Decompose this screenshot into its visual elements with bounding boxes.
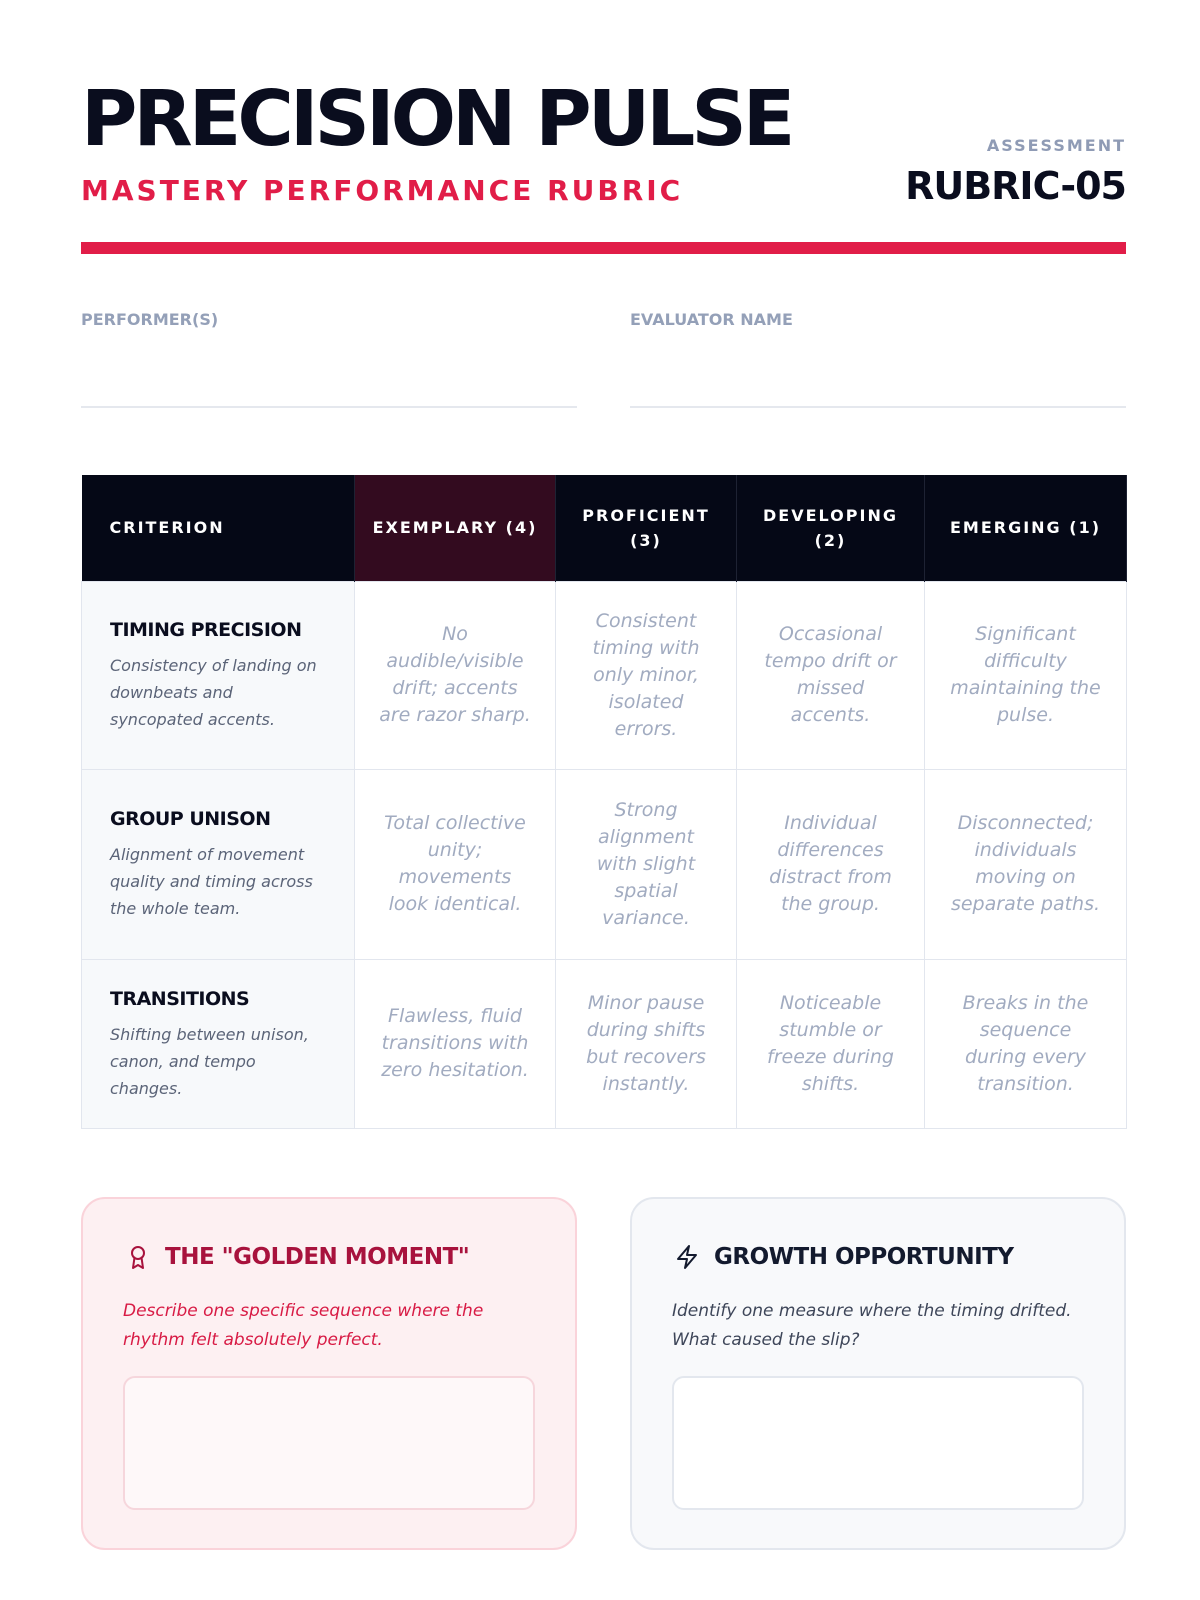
header-emerging: EMERGING (1) xyxy=(925,475,1127,581)
criterion-cell xyxy=(82,581,355,769)
criterion-name: GROUP UNISON xyxy=(110,808,271,830)
performers-label: PERFORMER(S) xyxy=(81,310,219,329)
criterion-name: TIMING PRECISION xyxy=(110,619,302,641)
growth-opportunity-title: GROWTH OPPORTUNITY xyxy=(714,1244,1014,1270)
header-accent-rule xyxy=(81,242,1126,254)
performers-field[interactable] xyxy=(81,310,577,408)
growth-opportunity-card xyxy=(630,1197,1126,1550)
criterion-description: Shifting between unison, canon, and tempo changes. xyxy=(110,1024,309,1098)
evaluator-field[interactable] xyxy=(630,310,1126,408)
criterion-description: Consistency of landing on downbeats and syncopated accents. xyxy=(110,656,317,729)
criterion-cell xyxy=(82,959,355,1128)
page-title: PRECISION PULSE xyxy=(81,75,792,164)
level-cell-developing[interactable]: Occasional tempo drift or missed accents. xyxy=(737,581,925,769)
level-cell-developing[interactable]: Noticeable stumble or freeze during shifts. xyxy=(737,959,925,1128)
evaluator-label: EVALUATOR NAME xyxy=(630,310,793,329)
level-cell-exemplary[interactable]: Total collective unity; movements look identical. xyxy=(355,769,556,959)
criterion-name: TRANSITIONS xyxy=(110,987,250,1010)
header-developing: DEVELOPING (2) xyxy=(737,475,925,581)
level-cell-emerging[interactable]: Significant difficulty maintaining the pulse. xyxy=(925,581,1127,769)
level-cell-emerging[interactable]: Disconnected; individuals moving on separate paths. xyxy=(925,769,1127,959)
assessment-label: ASSESSMENT xyxy=(986,136,1126,155)
level-cell-proficient[interactable]: Minor pause during shifts but recovers instantly. xyxy=(556,959,737,1128)
page-subtitle: MASTERY PERFORMANCE RUBRIC xyxy=(81,174,684,207)
rubric-table xyxy=(81,475,1127,1129)
rubric-page xyxy=(81,0,1126,1600)
header-criterion: CRITERION xyxy=(82,475,355,581)
page-header xyxy=(81,75,1126,208)
header-exemplary: EXEMPLARY (4) xyxy=(355,475,556,581)
growth-opportunity-prompt: Identify one measure where the timing drifted. What caused the slip? xyxy=(672,1301,1072,1350)
growth-opportunity-answer-box[interactable] xyxy=(672,1376,1084,1510)
level-cell-developing[interactable]: Individual differences distract from the group. xyxy=(737,769,925,959)
assessment-code: RUBRIC-05 xyxy=(905,164,1126,208)
level-cell-exemplary[interactable]: Flawless, fluid transitions with zero hesitation. xyxy=(355,959,556,1128)
header-proficient: PROFICIENT (3) xyxy=(556,475,737,581)
golden-moment-title: THE "GOLDEN MOMENT" xyxy=(165,1244,470,1270)
golden-moment-answer-box[interactable] xyxy=(123,1376,535,1510)
golden-moment-header xyxy=(123,1241,535,1273)
level-cell-proficient[interactable]: Strong alignment with slight spatial variance. xyxy=(556,769,737,959)
level-cell-exemplary[interactable]: No audible/visible drift; accents are razor sharp. xyxy=(355,581,556,769)
table-row xyxy=(82,959,1127,1128)
award-ribbon-icon xyxy=(123,1242,153,1272)
rubric-header-row xyxy=(82,475,1127,581)
criterion-cell xyxy=(82,769,355,959)
level-cell-proficient[interactable]: Consistent timing with only minor, isolated errors. xyxy=(556,581,737,769)
growth-opportunity-header xyxy=(672,1241,1084,1273)
golden-moment-card xyxy=(81,1197,577,1550)
table-row xyxy=(82,769,1127,959)
lightning-bolt-icon xyxy=(672,1242,702,1272)
criterion-description: Alignment of movement quality and timing across the whole team. xyxy=(110,845,313,918)
golden-moment-prompt: Describe one specific sequence where the rhythm felt absolutely perfect. xyxy=(123,1301,484,1350)
level-cell-emerging[interactable]: Breaks in the sequence during every transition. xyxy=(925,959,1127,1128)
table-row xyxy=(82,581,1127,769)
